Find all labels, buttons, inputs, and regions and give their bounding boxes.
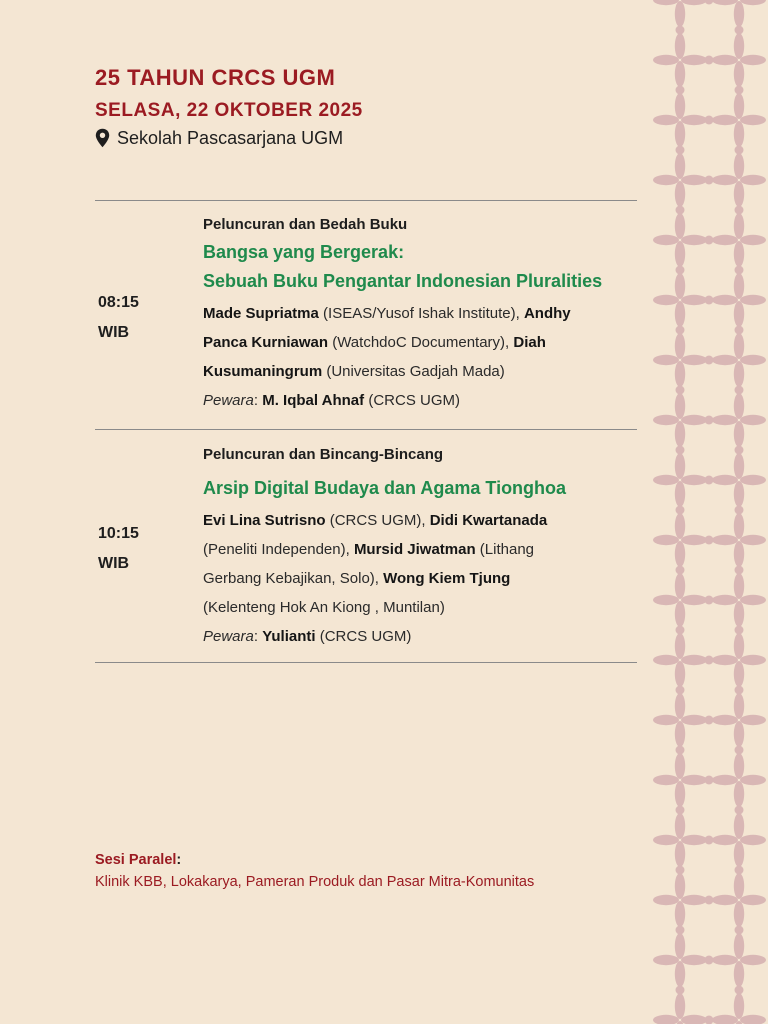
speaker-name: Panca Kurniawan: [203, 334, 329, 351]
speaker-name: Evi Lina Sutrisno: [203, 512, 326, 529]
moderator-line: [203, 386, 648, 415]
pattern-dot: [676, 626, 685, 635]
flower-motif: [712, 633, 766, 687]
speaker-affiliation: (Lithang: [475, 541, 535, 558]
parallel-title-text: Sesi Paralel: [95, 852, 177, 868]
speaker-line: [203, 357, 648, 386]
flower-motif: [653, 393, 707, 447]
flower-motif: [712, 573, 766, 627]
speaker-affiliation: :: [253, 392, 263, 409]
pattern-dot: [676, 566, 685, 575]
flower-motif: [712, 873, 766, 927]
event-header: [95, 64, 363, 150]
pattern-dot: [735, 446, 744, 455]
speaker-affiliation: (Kelenteng Hok An Kiong , Muntilan): [203, 599, 445, 616]
pattern-dot: [735, 26, 744, 35]
flower-motif: [712, 753, 766, 807]
flower-motif: [712, 213, 766, 267]
speaker-name: Andhy: [523, 305, 571, 322]
pattern-dot: [705, 56, 714, 65]
session-title-line: Arsip Digital Budaya dan Agama Tionghoa: [203, 478, 567, 498]
speaker-line: [203, 328, 648, 357]
session-title-line: Bangsa yang Bergerak:: [203, 242, 405, 262]
event-title: 25 TAHUN CRCS UGM: [95, 65, 336, 90]
pattern-dot: [676, 506, 685, 515]
pattern-dot: [735, 266, 744, 275]
pattern-dot: [735, 206, 744, 215]
speaker-affiliation: :: [253, 628, 263, 645]
event-venue: [95, 126, 363, 150]
speaker-line: [203, 535, 648, 564]
parallel-title: Sesi Paralel:: [95, 852, 182, 868]
divider: [95, 200, 637, 201]
speaker-affiliation: (WatchdoC Documentary),: [328, 334, 514, 351]
speaker-name: Diah: [513, 334, 546, 351]
flower-motif: [712, 273, 766, 327]
pattern-dot: [676, 326, 685, 335]
pattern-dot: [705, 836, 714, 845]
pattern-dot: [705, 176, 714, 185]
pattern-dot: [735, 686, 744, 695]
flower-motif: [653, 933, 707, 987]
speaker-name: Didi Kwartanada: [429, 512, 548, 529]
flower-motif: [653, 993, 707, 1024]
divider: [95, 429, 637, 430]
flower-motif: [712, 333, 766, 387]
pattern-dot: [735, 806, 744, 815]
speaker-line: [203, 564, 648, 593]
flower-motif: [653, 573, 707, 627]
flower-motif: [712, 993, 766, 1024]
speaker-name: M. Iqbal Ahnaf: [262, 392, 365, 409]
time-value: 08:15: [98, 294, 139, 311]
flower-motif: [712, 933, 766, 987]
flower-motif: [653, 0, 707, 27]
speaker-affiliation: (CRCS UGM): [364, 392, 460, 409]
flower-motif: [653, 693, 707, 747]
speaker-name: Wong Kiem Tjung: [383, 570, 511, 587]
session-type: Peluncuran dan Bincang-Bincang: [203, 446, 444, 463]
pattern-dot: [705, 296, 714, 305]
pattern-dot: [735, 986, 744, 995]
event-date: SELASA, 22 OKTOBER 2025: [95, 100, 363, 121]
flower-motif: [653, 753, 707, 807]
flower-motif: [653, 153, 707, 207]
pattern-dot: [735, 926, 744, 935]
session-content: [203, 442, 648, 651]
role-label: Pewara: [203, 628, 254, 645]
time-zone: WIB: [98, 555, 130, 572]
flower-motif: [712, 153, 766, 207]
flower-motif: [712, 33, 766, 87]
pattern-dot: [705, 536, 714, 545]
flower-motif: [712, 0, 766, 27]
speaker-name: Made Supriatma: [203, 305, 319, 322]
pattern-dot: [705, 356, 714, 365]
time-value: 10:15: [98, 525, 139, 542]
pattern-dot: [676, 146, 685, 155]
flower-motif: [712, 453, 766, 507]
pattern-dot: [676, 446, 685, 455]
moderator-line: [203, 622, 648, 651]
speaker-name: Yulianti: [262, 628, 316, 645]
flower-motif: [653, 453, 707, 507]
pattern-dot: [705, 1016, 714, 1024]
time-zone: WIB: [98, 324, 130, 341]
pattern-dot: [735, 746, 744, 755]
flower-motif: [653, 33, 707, 87]
venue-label: Sekolah Pascasarjana UGM: [117, 128, 344, 148]
divider: [95, 662, 637, 663]
pattern-dot: [676, 866, 685, 875]
pattern-dot: [705, 596, 714, 605]
speaker-affiliation: (Universitas Gadjah Mada): [322, 363, 505, 380]
flower-motif: [712, 393, 766, 447]
speaker-line: [203, 506, 648, 535]
flower-motif: [712, 93, 766, 147]
pattern-dot: [705, 476, 714, 485]
session-title: [203, 238, 648, 296]
pattern-dot: [705, 236, 714, 245]
session-type: Peluncuran dan Bedah Buku: [203, 216, 408, 233]
flower-motif: [712, 513, 766, 567]
parallel-list: Klinik KBB, Lokakarya, Pameran Produk dan Pasar Mitra-Komunitas: [95, 874, 535, 890]
map-pin-icon: [95, 128, 110, 148]
pattern-dot: [735, 866, 744, 875]
session-title-line: Sebuah Buku Pengantar Indonesian Pluralities: [203, 271, 603, 291]
role-label: Pewara: [203, 392, 254, 409]
speaker-name: Mursid Jiwatman: [353, 541, 476, 558]
pattern-dot: [705, 956, 714, 965]
pattern-dot: [705, 716, 714, 725]
pattern-dot: [735, 626, 744, 635]
pattern-dot: [735, 506, 744, 515]
pattern-dot: [676, 386, 685, 395]
pattern-dot: [676, 266, 685, 275]
session-time: [98, 519, 178, 579]
flower-motif: [653, 273, 707, 327]
pattern-dot: [676, 686, 685, 695]
pattern-dot: [705, 896, 714, 905]
pattern-dot: [705, 416, 714, 425]
pattern-dot: [735, 386, 744, 395]
flower-motif: [712, 693, 766, 747]
speaker-line: [203, 299, 648, 328]
flower-motif: [653, 633, 707, 687]
speaker-name: Kusumaningrum: [203, 363, 323, 380]
pattern-dot: [735, 326, 744, 335]
pattern-dot: [676, 206, 685, 215]
pattern-dot: [705, 116, 714, 125]
session-time: [98, 288, 178, 348]
speaker-affiliation: (CRCS UGM): [315, 628, 412, 645]
session-title: [203, 474, 648, 503]
pattern-dot: [705, 776, 714, 785]
pattern-dot: [705, 0, 714, 5]
pattern-dot: [676, 986, 685, 995]
pattern-dot: [676, 86, 685, 95]
session-speakers: [203, 299, 648, 415]
pattern-dot: [735, 566, 744, 575]
speaker-affiliation: Gerbang Kebajikan, Solo),: [203, 570, 384, 587]
pattern-dot: [676, 746, 685, 755]
flower-motif: [653, 93, 707, 147]
flower-motif: [653, 813, 707, 867]
pattern-dot: [676, 806, 685, 815]
parallel-sessions: [95, 849, 635, 893]
speaker-line: [203, 593, 648, 622]
flower-motif: [653, 333, 707, 387]
flower-motif: [653, 513, 707, 567]
pattern-dot: [705, 656, 714, 665]
pattern-dot: [735, 146, 744, 155]
pattern-dot: [735, 86, 744, 95]
speaker-affiliation: (Peneliti Independen),: [203, 541, 354, 558]
decorative-flower-pattern: [640, 0, 768, 1024]
speaker-affiliation: (ISEAS/Yusof Ishak Institute),: [318, 305, 524, 322]
flower-motif: [653, 873, 707, 927]
pattern-dot: [676, 26, 685, 35]
flower-motif: [712, 813, 766, 867]
session-speakers: [203, 506, 648, 651]
pattern-dot: [676, 926, 685, 935]
session-content: [203, 212, 648, 415]
speaker-affiliation: (CRCS UGM),: [325, 512, 430, 529]
flower-motif: [653, 213, 707, 267]
